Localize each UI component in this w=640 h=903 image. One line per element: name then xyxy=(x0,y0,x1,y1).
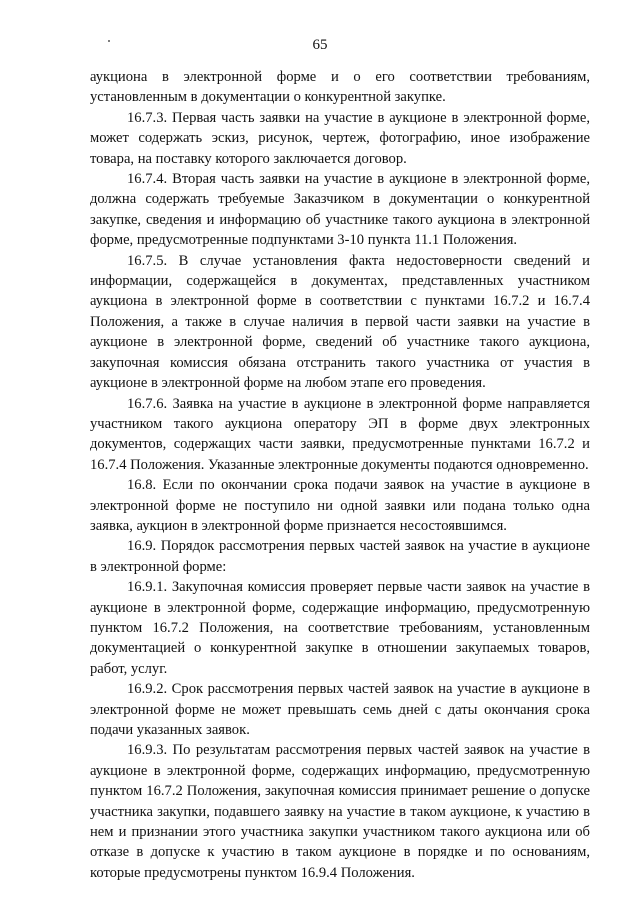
paragraph-16-9: 16.9. Порядок рассмотрения первых частей заявок на участие в аукционе в электронной форме: xyxy=(90,538,590,575)
paragraph-16-9-1: 16.9.1. Закупочная комиссия проверяет первые части заявок на участие в аукционе в электронной форме, содержащие информацию, предусмотренную пунктом 16.7.2 Положения, на соответствие требованиям, установленным документацией о конкурентной закупке в отношении закупаемых товаров, работ, услуг. xyxy=(90,579,590,677)
paragraph-16-7-5: 16.7.5. В случае установления факта недостоверности сведений и информации, содержащейся в документах, представленных участником аукциона в электронной форме в соответствии с пунктами 16.7.2 и 16.7.4 Положения, а также в случае наличия в первой части заявки на участие в аукционе в электронной форме, сведений об участнике такого аукциона, закупочная комиссия обязана отстранить такого участника от участия в аукционе в электронной форме на любом этапе его проведения. xyxy=(90,252,590,392)
paragraph-16-8: 16.8. Если по окончании срока подачи заявок на участие в аукционе в электронной форме не поступило ни одной заявки или подана только одна заявка, аукцион в электронной форме признается несостоявшимся. xyxy=(90,477,590,534)
paragraph-16-7-3: 16.7.3. Первая часть заявки на участие в аукционе в электронной форме, может содержать эскиз, рисунок, чертеж, фотографию, иное изображение товара, на поставку которого заключается договор. xyxy=(90,109,590,167)
paragraph-continuation: аукциона в электронной форме и о его соответствии требованиям, установленным в документации о конкурентной закупке. xyxy=(90,69,590,106)
paragraph-16-7-4: 16.7.4. Вторая часть заявки на участие в аукционе в электронной форме, должна содержать требуемые Заказчиком в документации о конкурентной закупке, сведения и информацию об участнике такого аукциона в электронной форме, предусмотренные подпунктами 3-10 пункта 11.1 Положения. xyxy=(90,171,590,249)
paragraph-16-9-3: 16.9.3. По результатам рассмотрения первых частей заявок на участие в аукционе в электронной форме, содержащих информацию, предусмотренную пунктом 16.7.2 Положения, закупочная комиссия принимает решение о допуске участника закупки, подавшего заявку на участие в таком аукционе, к участию в нем и признании этого участника закупки участником такого аукциона или об отказе в допуске к участию в таком аукционе в порядке и по основаниям, которые предусмотрены пунктом 16.9.4 Положения. xyxy=(90,742,590,881)
paragraph-16-7-6: 16.7.6. Заявка на участие в аукционе в электронной форме направляется участником такого аукциона оператору ЭП в форме двух электронных документов, содержащих части заявки, предусмотренные пунктами 16.7.2 и 16.7.4 Положения. Указанные электронные документы подаются одновременно. xyxy=(90,395,590,473)
document-body xyxy=(90,67,590,883)
paragraph-16-9-2: 16.9.2. Срок рассмотрения первых частей заявок на участие в аукционе в электронной форме не может превышать семь дней с даты окончания срока подачи указанных заявок. xyxy=(90,681,590,738)
page-number: 65 xyxy=(312,37,328,53)
